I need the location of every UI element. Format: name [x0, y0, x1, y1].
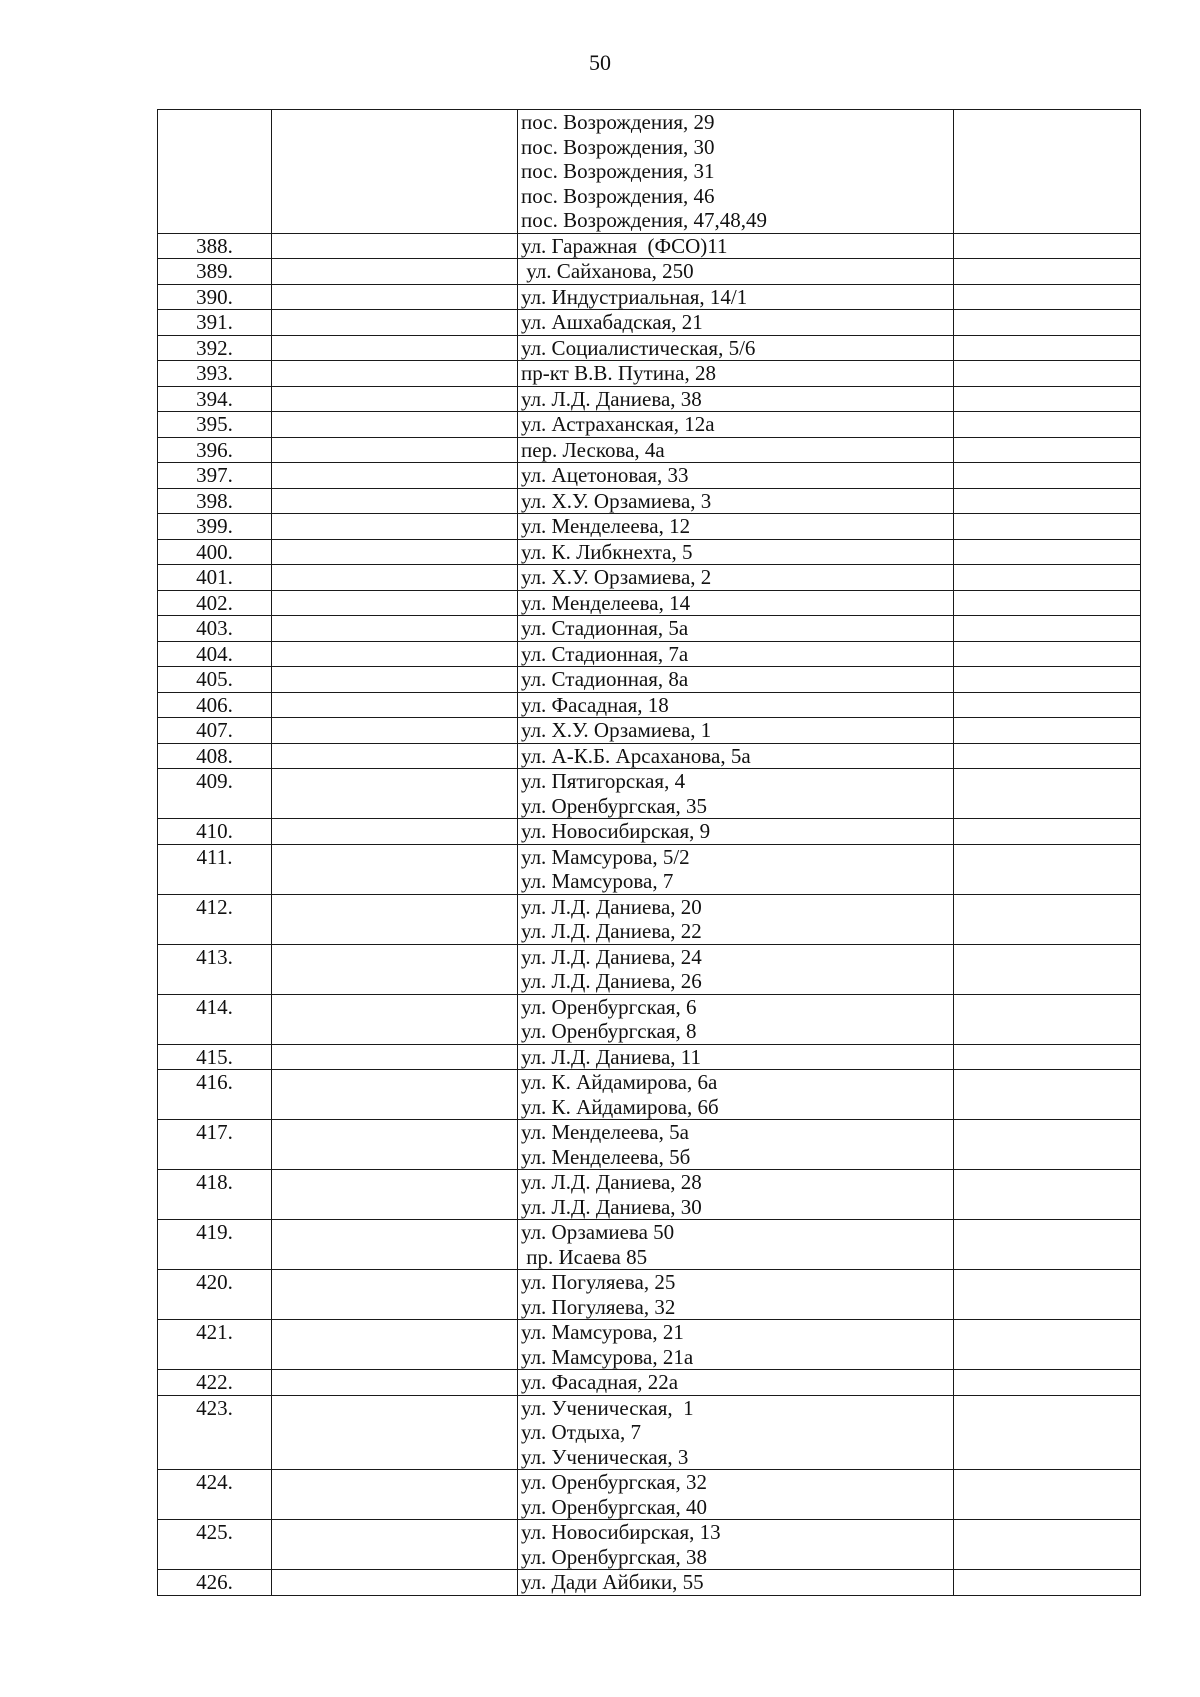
address-cell [518, 1370, 954, 1396]
organization-cell [272, 1320, 518, 1370]
row-number: 405. [158, 667, 272, 693]
note-cell [954, 1370, 1141, 1396]
address-line: ул. Л.Д. Даниева, 24 [521, 944, 702, 969]
address-line: ул. К. Айдамирова, 6б [521, 1094, 719, 1119]
row-number: 416. [158, 1070, 272, 1120]
address-cell [518, 539, 954, 565]
row-number: 426. [158, 1570, 272, 1596]
table-row [158, 616, 1141, 642]
row-number: 424. [158, 1470, 272, 1520]
table-row [158, 284, 1141, 310]
address-cell [518, 259, 954, 285]
address-cell [518, 844, 954, 894]
address-line: ул. Оренбургская, 40 [521, 1494, 707, 1519]
organization-cell [272, 463, 518, 489]
organization-cell [272, 641, 518, 667]
table-row [158, 259, 1141, 285]
address-line: ул. А-К.Б. Арсаханова, 5а [521, 743, 751, 768]
row-number: 420. [158, 1270, 272, 1320]
organization-cell [272, 565, 518, 591]
note-cell [954, 310, 1141, 336]
table-row [158, 590, 1141, 616]
organization-cell [272, 514, 518, 540]
note-cell [954, 463, 1141, 489]
address-line: ул. Х.У. Орзамиева, 3 [521, 488, 712, 513]
note-cell [954, 894, 1141, 944]
address-cell [518, 819, 954, 845]
table-row [158, 1370, 1141, 1396]
address-cell [518, 894, 954, 944]
address-cell [518, 437, 954, 463]
address-cell [518, 284, 954, 310]
organization-cell [272, 667, 518, 693]
table-row [158, 565, 1141, 591]
address-line: ул. Ашхабадская, 21 [521, 310, 703, 334]
organization-cell [272, 692, 518, 718]
row-number: 395. [158, 412, 272, 438]
address-cell [518, 641, 954, 667]
row-number: 390. [158, 284, 272, 310]
organization-cell [272, 944, 518, 994]
organization-cell [272, 1070, 518, 1120]
address-line: ул. Стадионная, 7а [521, 641, 689, 666]
address-line: ул. Погуляева, 32 [521, 1294, 676, 1319]
address-line: ул. Стадионная, 5а [521, 616, 689, 640]
row-number: 394. [158, 386, 272, 412]
row-number: 391. [158, 310, 272, 336]
note-cell [954, 667, 1141, 693]
organization-cell [272, 743, 518, 769]
row-number: 389. [158, 259, 272, 285]
address-cell [518, 1044, 954, 1070]
row-number: 421. [158, 1320, 272, 1370]
note-cell [954, 1320, 1141, 1370]
table-row [158, 1220, 1141, 1270]
organization-cell [272, 412, 518, 438]
row-number: 398. [158, 488, 272, 514]
note-cell [954, 284, 1141, 310]
table-row [158, 743, 1141, 769]
organization-cell [272, 1120, 518, 1170]
organization-cell [272, 259, 518, 285]
table-row [158, 667, 1141, 693]
table-row [158, 310, 1141, 336]
address-line: ул. Менделеева, 12 [521, 514, 691, 538]
address-line: ул. Астраханская, 12а [521, 412, 715, 436]
address-line: ул. Л.Д. Даниева, 28 [521, 1170, 702, 1194]
note-cell [954, 1044, 1141, 1070]
address-line: ул. Отдыха, 7 [521, 1420, 641, 1444]
row-number: 422. [158, 1370, 272, 1396]
address-line: ул. Погуляева, 25 [521, 1270, 676, 1294]
organization-cell [272, 233, 518, 259]
address-cell [518, 944, 954, 994]
row-number [158, 110, 272, 234]
address-line: ул. Х.У. Орзамиева, 1 [521, 718, 712, 742]
note-cell [954, 110, 1141, 234]
note-cell [954, 844, 1141, 894]
table-row [158, 1395, 1141, 1470]
note-cell [954, 819, 1141, 845]
address-line: пос. Возрождения, 46 [521, 183, 715, 208]
address-line: ул. Новосибирская, 13 [521, 1520, 721, 1544]
table-row [158, 994, 1141, 1044]
note-cell [954, 514, 1141, 540]
row-number: 399. [158, 514, 272, 540]
organization-cell [272, 994, 518, 1044]
row-number: 401. [158, 565, 272, 591]
address-cell [518, 718, 954, 744]
address-cell [518, 310, 954, 336]
table-row [158, 692, 1141, 718]
note-cell [954, 1220, 1141, 1270]
table-row [158, 1270, 1141, 1320]
row-number: 418. [158, 1170, 272, 1220]
address-line: ул. К. Айдамирова, 6а [521, 1070, 718, 1094]
note-cell [954, 386, 1141, 412]
organization-cell [272, 1395, 518, 1470]
note-cell [954, 565, 1141, 591]
address-cell [518, 1170, 954, 1220]
organization-cell [272, 437, 518, 463]
row-number: 397. [158, 463, 272, 489]
page-number: 50 [589, 50, 611, 75]
organization-cell [272, 1470, 518, 1520]
address-line: ул. Мамсурова, 21а [521, 1344, 694, 1369]
note-cell [954, 590, 1141, 616]
organization-cell [272, 1520, 518, 1570]
organization-cell [272, 1370, 518, 1396]
table-row [158, 1070, 1141, 1120]
address-line: ул. Дади Айбики, 55 [521, 1570, 704, 1594]
row-number: 412. [158, 894, 272, 944]
organization-cell [272, 1570, 518, 1596]
organization-cell [272, 769, 518, 819]
row-number: 408. [158, 743, 272, 769]
note-cell [954, 1120, 1141, 1170]
address-line: ул. Х.У. Орзамиева, 2 [521, 565, 712, 589]
table-row [158, 944, 1141, 994]
address-line: пер. Лескова, 4а [521, 437, 665, 462]
note-cell [954, 259, 1141, 285]
table-row [158, 233, 1141, 259]
organization-cell [272, 844, 518, 894]
organization-cell [272, 386, 518, 412]
organization-cell [272, 1270, 518, 1320]
address-line: ул. Оренбургская, 38 [521, 1544, 707, 1569]
table-row [158, 110, 1141, 234]
table-row [158, 1570, 1141, 1596]
note-cell [954, 692, 1141, 718]
organization-cell [272, 894, 518, 944]
address-line: пос. Возрождения, 31 [521, 159, 715, 183]
address-cell [518, 1395, 954, 1470]
organization-cell [272, 819, 518, 845]
address-line: пр-кт В.В. Путина, 28 [521, 361, 716, 385]
address-cell [518, 667, 954, 693]
address-line: ул. Новосибирская, 9 [521, 819, 711, 843]
table-row [158, 1120, 1141, 1170]
address-cell [518, 994, 954, 1044]
address-cell [518, 565, 954, 591]
organization-cell [272, 1170, 518, 1220]
address-line: ул. Л.Д. Даниева, 11 [521, 1044, 701, 1069]
address-cell [518, 616, 954, 642]
note-cell [954, 1395, 1141, 1470]
address-line: ул. Сайханова, 250 [521, 259, 694, 283]
row-number: 388. [158, 233, 272, 259]
note-cell [954, 944, 1141, 994]
row-number: 393. [158, 361, 272, 387]
address-cell [518, 233, 954, 259]
address-line: ул. К. Либкнехта, 5 [521, 539, 693, 564]
address-cell [518, 335, 954, 361]
table-row [158, 1470, 1141, 1520]
address-line: пос. Возрождения, 29 [521, 110, 715, 134]
row-number: 409. [158, 769, 272, 819]
organization-cell [272, 361, 518, 387]
address-cell [518, 692, 954, 718]
row-number: 419. [158, 1220, 272, 1270]
address-cell [518, 1270, 954, 1320]
table-body [158, 110, 1141, 1596]
note-cell [954, 335, 1141, 361]
table-row [158, 641, 1141, 667]
note-cell [954, 412, 1141, 438]
note-cell [954, 1520, 1141, 1570]
row-number: 413. [158, 944, 272, 994]
table-row [158, 819, 1141, 845]
address-line: ул. Л.Д. Даниева, 20 [521, 894, 702, 919]
address-line: пос. Возрождения, 30 [521, 134, 715, 159]
table-row [158, 361, 1141, 387]
address-line: ул. Ученическая, 3 [521, 1444, 689, 1469]
address-cell [518, 488, 954, 514]
address-line: ул. Оренбургская, 6 [521, 994, 697, 1019]
row-number: 404. [158, 641, 272, 667]
address-line: ул. Оренбургская, 8 [521, 1019, 697, 1043]
address-line: ул. Менделеева, 14 [521, 590, 691, 615]
address-line: ул. Оренбургская, 32 [521, 1470, 707, 1494]
note-cell [954, 437, 1141, 463]
table-row [158, 1170, 1141, 1220]
address-line: пр. Исаева 85 [521, 1244, 648, 1269]
organization-cell [272, 110, 518, 234]
note-cell [954, 641, 1141, 667]
address-line: ул. Индустриальная, 14/1 [521, 284, 748, 309]
address-line: пос. Возрождения, 47,48,49 [521, 208, 768, 232]
note-cell [954, 743, 1141, 769]
row-number: 400. [158, 539, 272, 565]
row-number: 407. [158, 718, 272, 744]
note-cell [954, 769, 1141, 819]
note-cell [954, 1470, 1141, 1520]
address-line: ул. Фасадная, 22а [521, 1370, 679, 1394]
table-row [158, 1320, 1141, 1370]
row-number: 402. [158, 590, 272, 616]
table-row [158, 437, 1141, 463]
note-cell [954, 361, 1141, 387]
organization-cell [272, 590, 518, 616]
row-number: 392. [158, 335, 272, 361]
note-cell [954, 994, 1141, 1044]
address-cell [518, 590, 954, 616]
organization-cell [272, 539, 518, 565]
address-line: ул. Менделеева, 5а [521, 1120, 689, 1144]
note-cell [954, 488, 1141, 514]
table-row [158, 514, 1141, 540]
note-cell [954, 718, 1141, 744]
organization-cell [272, 335, 518, 361]
address-cell [518, 463, 954, 489]
address-line: ул. Фасадная, 18 [521, 692, 669, 717]
address-cell [518, 1470, 954, 1520]
row-number: 403. [158, 616, 272, 642]
address-cell [518, 743, 954, 769]
address-cell [518, 1120, 954, 1170]
address-line: ул. Мамсурова, 7 [521, 869, 674, 893]
note-cell [954, 1070, 1141, 1120]
note-cell [954, 1270, 1141, 1320]
row-number: 410. [158, 819, 272, 845]
address-line: ул. Мамсурова, 21 [521, 1320, 684, 1344]
address-line: ул. Социалистическая, 5/6 [521, 335, 756, 360]
address-line: ул. Пятигорская, 4 [521, 769, 686, 793]
address-line: ул. Гаражная (ФСО)11 [521, 233, 728, 258]
table-row [158, 335, 1141, 361]
address-cell [518, 1570, 954, 1596]
address-line: ул. Ученическая, 1 [521, 1395, 694, 1420]
address-line: ул. Оренбургская, 35 [521, 793, 707, 818]
table-row [158, 718, 1141, 744]
row-number: 406. [158, 692, 272, 718]
note-cell [954, 1570, 1141, 1596]
address-line: ул. Л.Д. Даниева, 22 [521, 919, 702, 943]
note-cell [954, 616, 1141, 642]
address-line: ул. Л.Д. Даниева, 26 [521, 969, 702, 993]
address-line: ул. Мамсурова, 5/2 [521, 844, 690, 869]
organization-cell [272, 310, 518, 336]
note-cell [954, 539, 1141, 565]
address-cell [518, 514, 954, 540]
note-cell [954, 233, 1141, 259]
organization-cell [272, 616, 518, 642]
organization-cell [272, 718, 518, 744]
table-row [158, 539, 1141, 565]
address-cell [518, 1220, 954, 1270]
row-number: 411. [158, 844, 272, 894]
address-line: ул. Стадионная, 8а [521, 667, 689, 691]
address-line: ул. Менделеева, 5б [521, 1144, 691, 1169]
note-cell [954, 1170, 1141, 1220]
table-row [158, 1520, 1141, 1570]
address-line: ул. Ацетоновая, 33 [521, 463, 689, 487]
address-table [157, 109, 1141, 1596]
table-row [158, 463, 1141, 489]
table-row [158, 844, 1141, 894]
table-row [158, 386, 1141, 412]
address-line: ул. Л.Д. Даниева, 30 [521, 1194, 702, 1219]
address-cell [518, 1070, 954, 1120]
row-number: 415. [158, 1044, 272, 1070]
table-row [158, 1044, 1141, 1070]
row-number: 423. [158, 1395, 272, 1470]
row-number: 414. [158, 994, 272, 1044]
address-cell [518, 412, 954, 438]
address-cell [518, 386, 954, 412]
row-number: 396. [158, 437, 272, 463]
organization-cell [272, 284, 518, 310]
table-row [158, 769, 1141, 819]
row-number: 417. [158, 1120, 272, 1170]
row-number: 425. [158, 1520, 272, 1570]
address-cell [518, 110, 954, 234]
organization-cell [272, 488, 518, 514]
address-cell [518, 1520, 954, 1570]
table-row [158, 488, 1141, 514]
address-cell [518, 1320, 954, 1370]
table-row [158, 894, 1141, 944]
address-line: ул. Орзамиева 50 [521, 1220, 675, 1244]
address-line: ул. Л.Д. Даниева, 38 [521, 386, 702, 411]
address-cell [518, 361, 954, 387]
organization-cell [272, 1044, 518, 1070]
organization-cell [272, 1220, 518, 1270]
address-cell [518, 769, 954, 819]
table-row [158, 412, 1141, 438]
